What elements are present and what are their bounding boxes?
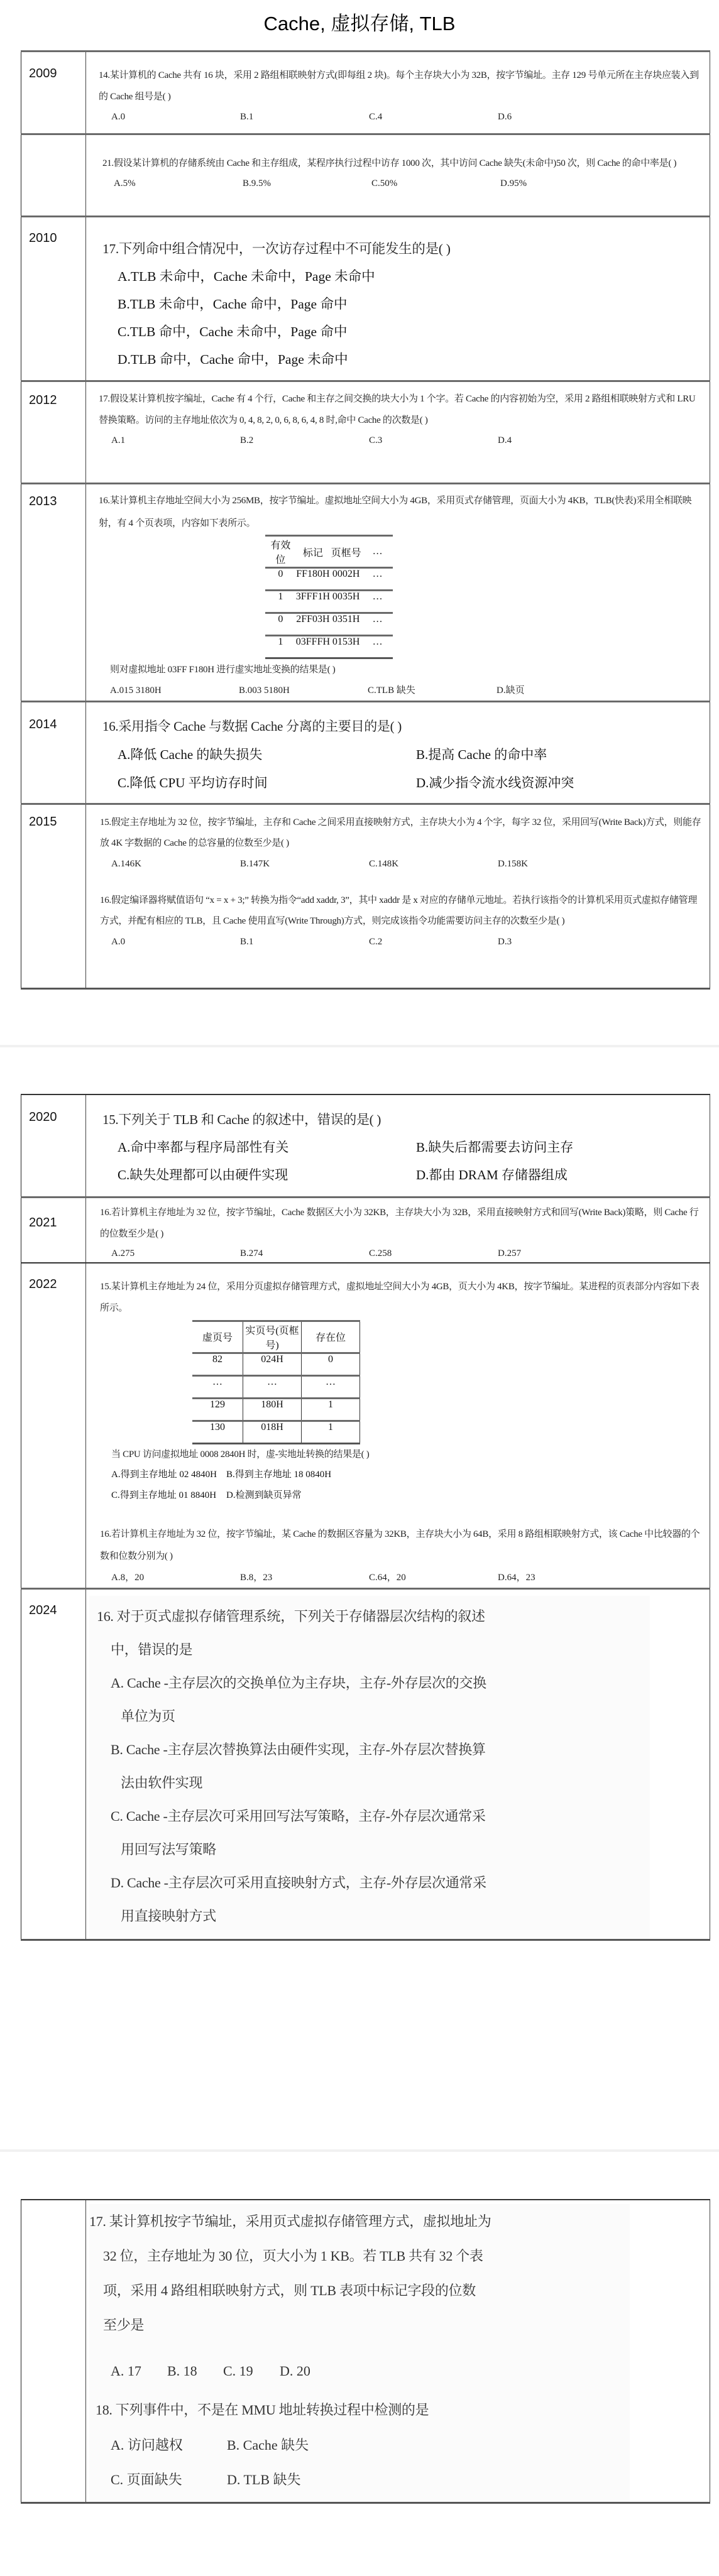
options-grid-2 <box>89 2428 630 2497</box>
year-label: 2021 <box>29 1215 57 1230</box>
column-header: 虚页号 <box>202 1333 233 1343</box>
option-a: A.146K <box>111 859 141 869</box>
options-grid <box>102 1133 703 1189</box>
option-d: D.TLB 命中，Cache 命中，Page 未命中 <box>118 352 348 367</box>
option-c: C. 19 <box>223 2363 253 2379</box>
question-image-area <box>89 1596 650 1939</box>
table-row <box>21 484 710 702</box>
tlb-row <box>265 591 393 613</box>
tlb-cell: … <box>372 591 383 602</box>
option-c: C. 页面缺失 <box>111 2472 182 2487</box>
table-row <box>21 804 710 989</box>
option-a: A. Cache -主存层次的交换单位为主存块，主存-外存层次的交换 <box>111 1674 486 1691</box>
option-a: A.TLB 未命中，Cache 未命中，Page 未命中 <box>118 269 375 284</box>
page-table <box>192 1320 360 1444</box>
question-text: 15.某计算机主存地址为 24 位，采用分页虚拟存储管理方式，虚拟地址空间大小为 4GB，页大小为 4KB，按字节编址。某进程的页表部分内容如下表所示。 <box>100 1281 700 1313</box>
table-row <box>21 52 710 134</box>
tlb-cell: 1 <box>278 591 283 602</box>
option-a: A.015 3180H <box>110 685 162 696</box>
page-cell: … <box>243 1375 302 1398</box>
table-row <box>21 1197 710 1263</box>
page-table-row <box>192 1398 360 1421</box>
options-row <box>99 431 702 450</box>
question-image-area <box>89 2204 630 2502</box>
page-cell: 0 <box>302 1353 360 1375</box>
option-a: A.0 <box>111 112 126 122</box>
option-b: B.147K <box>240 859 270 869</box>
option-c: C.缺失处理都可以由硬件实现 <box>118 1167 288 1182</box>
option-c: C.258 <box>369 1248 392 1258</box>
question-cell <box>86 804 710 989</box>
option-a: A.得到主存地址 02 4840H <box>111 1469 217 1480</box>
option-b: B. 18 <box>167 2363 197 2379</box>
table-row <box>21 1094 710 1197</box>
column-header: 存在位 <box>302 1321 360 1353</box>
year-cell <box>21 1094 86 1197</box>
column-header: 页框号 <box>331 547 361 559</box>
options-row <box>102 174 703 193</box>
year-label: 2009 <box>29 67 57 80</box>
option-b-cont: 法由软件实现 <box>121 1774 203 1791</box>
table-row <box>21 381 710 484</box>
option-b: B.274 <box>240 1248 263 1258</box>
question-text-line-part: 中，错误的是 <box>111 1641 193 1657</box>
year-label: 2013 <box>29 494 57 508</box>
question-cell <box>86 1197 710 1263</box>
page-table-row <box>192 1421 360 1443</box>
question-cell <box>86 1094 710 1197</box>
option-d: D.64，23 <box>498 1572 535 1583</box>
question-cell <box>86 484 710 702</box>
page-cell: 129 <box>210 1399 225 1410</box>
question-text-line <box>97 1633 650 1666</box>
option-d: D.都由 DRAM 存储器组成 <box>416 1167 568 1182</box>
year-cell <box>21 134 86 217</box>
column-header: 标记 <box>302 547 323 559</box>
question-cell <box>86 381 710 484</box>
page-cell: … <box>212 1376 222 1387</box>
option-a: A.275 <box>111 1248 135 1258</box>
year-cell <box>21 804 86 989</box>
option-d: D.6 <box>498 112 512 122</box>
option-d: D.检测到缺页异常 <box>226 1490 302 1500</box>
question-text-2: 16.假定编译器将赋值语句 “x = x + 3;” 转换为指令“add xaddr, 3”，其中 xaddr 是 x 对应的存储单元地址。若执行该指令的计算机采用页式虚拟存储管理方式，并配有相应的 TLB，且 Cache 使用直写(Write Through)方式，则完成该指令功能需要访问主存的次数至少是( ) <box>100 895 698 926</box>
option-a: A.8，20 <box>111 1572 145 1583</box>
year-cell <box>21 381 86 484</box>
year-label: 2010 <box>29 231 57 245</box>
year-label: 2015 <box>29 815 57 829</box>
table-row <box>21 1588 710 1940</box>
option-a: A.0 <box>111 937 126 947</box>
question-text-2: 16.若计算机主存地址为 32 位，按字节编址，某 Cache 的数据区容量为 32KB，主存块大小为 64B，采用 8 路组相联映射方式，该 Cache 中比较器的个数和位数分别为( ) <box>100 1529 700 1561</box>
year-cell <box>21 702 86 804</box>
tlb-cell: 0351H <box>332 614 360 625</box>
option-b: B.9.5% <box>243 178 271 188</box>
table-row <box>21 217 710 381</box>
year-cell <box>21 484 86 702</box>
option-d: D.4 <box>498 435 512 445</box>
option-c: C.TLB 命中，Cache 未命中，Page 命中 <box>118 324 348 339</box>
page-cell: 018H <box>243 1421 302 1443</box>
question-text-2: 18. 下列事件中，不是在 MMU 地址转换过程中检测的是 <box>96 2402 429 2418</box>
option-a: A. 17 <box>111 2363 141 2379</box>
tlb-cell: … <box>372 569 383 579</box>
option-d: D. TLB 缺失 <box>227 2472 301 2487</box>
tlb-cell: 0 <box>278 569 283 579</box>
year-label: 2012 <box>29 393 57 407</box>
page-separator <box>0 1045 719 1047</box>
year-cell <box>21 1263 86 1589</box>
question-text-line: 至少是 <box>103 2317 145 2333</box>
option-b: B. Cache -主存层次替换算法由硬件实现，主存-外存层次替换算 <box>111 1741 486 1757</box>
tlb-cell: 0035H <box>332 591 360 602</box>
option-a: A.1 <box>111 435 126 445</box>
option-d: D.158K <box>498 859 528 869</box>
question-text-line: 17. 某计算机按字节编址，采用页式虚拟存储管理方式，虚拟地址为 <box>89 2213 491 2229</box>
year-label: 2020 <box>29 1110 57 1124</box>
option-c: C.2 <box>369 937 383 947</box>
option-a-cont: 单位为页 <box>121 1708 175 1724</box>
page-table-header <box>192 1321 360 1353</box>
tlb-cell: 03FFFH <box>296 636 330 658</box>
table-row <box>21 2200 710 2503</box>
question-text: 16.采用指令 Cache 与数据 Cache 分离的主要目的是( ) <box>102 719 402 734</box>
question-text-line: 16. 对于页式虚拟存储管理系统，下列关于存储器层次结构的叙述 <box>97 1608 485 1624</box>
option-c: C.64，20 <box>369 1572 406 1583</box>
question-text: 15.下列关于 TLB 和 Cache 的叙述中，错误的是( ) <box>102 1112 381 1127</box>
option-b: B.1 <box>240 937 254 947</box>
question-text: 17.下列命中组合情况中，一次访存过程中不可能发生的是( ) <box>102 241 451 256</box>
options-row <box>100 854 703 874</box>
year-cell <box>21 1588 86 1940</box>
option-c: C.TLB 缺失 <box>368 685 415 696</box>
followup-text: 则对虚拟地址 03FF F180H 进行虚实地址变换的结果是( ) <box>110 665 336 675</box>
option-b: B.003 5180H <box>239 685 290 696</box>
column-header: … <box>372 546 383 557</box>
question-cell <box>86 1588 710 1940</box>
option-c: C. Cache -主存层次可采用回写法写策略，主存-外存层次通常采 <box>111 1808 486 1824</box>
question-text: 14.某计算机的 Cache 共有 16 块，采用 2 路组相联映射方式(即每组 2 块)。每个主存块大小为 32B，按字节编址。主存 129 号单元所在主存块应装入到的 Cache 组号是( ) <box>99 70 699 102</box>
tlb-cell: 3FFF1H <box>295 591 331 602</box>
option-d: D.减少指令流水线资源冲突 <box>416 775 574 790</box>
option-d: D.缺页 <box>497 685 525 696</box>
page-cell: … <box>302 1375 360 1398</box>
tlb-cell: FF180H <box>296 569 330 579</box>
table-row <box>21 702 710 804</box>
option-c: C.得到主存地址 01 8840H <box>111 1490 217 1500</box>
question-cell <box>86 702 710 804</box>
option-c: C.降低 CPU 平均访存时间 <box>118 775 268 790</box>
year-cell <box>21 2200 86 2503</box>
question-cell <box>86 1263 710 1589</box>
question-text: 21.假设某计算机的存储系统由 Cache 和主存组成，某程序执行过程中访存 1000 次，其中访问 Cache 缺失(未命中)50 次，则 Cache 的命中率是( ) <box>102 158 677 168</box>
option-c: C.4 <box>369 112 383 122</box>
option-d: D. 20 <box>280 2363 310 2379</box>
option-a: A.降低 Cache 的缺失损失 <box>118 747 263 762</box>
table-row <box>21 134 710 217</box>
page-separator <box>0 2149 719 2152</box>
tlb-header-row <box>265 536 393 568</box>
year-label: 2014 <box>29 718 57 731</box>
question-cell <box>86 52 710 134</box>
option-b: B.8，23 <box>240 1572 273 1583</box>
question-text: 15.假定主存地址为 32 位，按字节编址，主存和 Cache 之间采用直接映射方式，主存块大小为 4 个字，每字 32 位，采用回写(Write Back)方式，则能存放 4K 字数据的 Cache 的总容量的位数至少是( ) <box>100 817 701 848</box>
option-a: A. 访问越权 <box>111 2437 183 2453</box>
tlb-cell: 0153H <box>330 636 362 658</box>
options-row <box>89 2356 630 2386</box>
table-row <box>21 1263 710 1589</box>
question-text-line: 项，采用 4 路组相联映射方式，则 TLB 表项中标记字段的位数 <box>103 2283 476 2298</box>
tlb-row <box>265 636 393 658</box>
exam-table-3 <box>21 2199 710 2504</box>
page-cell: 1 <box>302 1398 360 1421</box>
exam-table-2 <box>21 1094 710 1941</box>
question-text: 16.某计算机主存地址空间大小为 256MB，按字节编址。虚拟地址空间大小为 4GB，采用页式存储管理，页面大小为 4KB，TLB(快表)采用全相联映射，有 4 个页表项，内容如下表所示。 <box>99 496 692 528</box>
question-text-line: 32 位，主存地址为 30 位，页大小为 1 KB。若 TLB 共有 32 个表 <box>103 2248 483 2264</box>
page-cell: 1 <box>302 1421 360 1443</box>
options-grid <box>102 741 703 797</box>
tlb-table <box>265 535 393 659</box>
tlb-cell: 1 <box>265 636 296 658</box>
question-cell <box>86 217 710 381</box>
option-b: B.2 <box>240 435 254 445</box>
options-row <box>99 680 702 701</box>
question-text: 16.若计算机主存地址为 32 位，按字节编址，Cache 数据区大小为 32KB，主存块大小为 32B，采用直接映射方式和回写(Write Back)策略，则 Cache 行的位数至少是( ) <box>100 1207 699 1239</box>
options-row-2 <box>100 932 703 952</box>
tlb-cell: 0 <box>278 614 283 625</box>
page-title: Cache, 虚拟存储, TLB <box>263 13 456 35</box>
tlb-cell: … <box>362 636 393 658</box>
column-header: 实页号(页框号) <box>243 1321 302 1353</box>
tlb-cell: 0002H <box>332 569 360 579</box>
options-list <box>97 1666 650 1933</box>
page-table-row <box>192 1353 360 1375</box>
options-row-2 <box>100 1568 702 1588</box>
exam-table-1 <box>21 50 710 990</box>
option-d: D.95% <box>500 178 527 188</box>
followup-text: 当 CPU 访问虚拟地址 0008 2840H 时，虚-实地址转换的结果是( ) <box>111 1449 370 1460</box>
question-cell <box>86 2200 710 2503</box>
option-b: B.得到主存地址 18 0840H <box>226 1469 332 1480</box>
option-c: C.148K <box>369 859 399 869</box>
tlb-cell: 2FF03H <box>296 614 330 625</box>
option-c: C.3 <box>369 435 383 445</box>
option-d-cont: 用直接映射方式 <box>121 1907 216 1924</box>
option-b: B.提高 Cache 的命中率 <box>416 747 547 762</box>
option-a: A.5% <box>114 178 136 188</box>
page-cell: 180H <box>243 1398 302 1421</box>
question-cell <box>86 134 710 217</box>
option-a: A.命中率都与程序局部性有关 <box>118 1140 289 1155</box>
question-text: 17.假设某计算机按字编址，Cache 有 4 个行，Cache 和主存之间交换的块大小为 1 个字。若 Cache 的内容初始为空，采用 2 路组相联映射方式和 LRU 替换策略。访问的主存地址依次为 0, 4, 8, 2, 0, 6, 8, 6, 4, 8 时,命中 Cache 的次数是( ) <box>99 394 696 425</box>
options-grid <box>100 1465 702 1506</box>
option-b: B.TLB 未命中，Cache 命中，Page 命中 <box>118 297 348 312</box>
option-b: B.1 <box>240 112 254 122</box>
year-cell <box>21 52 86 134</box>
tlb-row <box>265 613 393 636</box>
option-d: D. Cache -主存层次可采用直接映射方式，主存-外存层次通常采 <box>111 1874 486 1891</box>
option-b: B.缺失后都需要去访问主存 <box>416 1140 574 1155</box>
column-header: 有效位 <box>270 540 291 565</box>
page-cell: 024H <box>243 1353 302 1375</box>
options-row <box>99 107 703 126</box>
year-cell <box>21 1197 86 1263</box>
page-cell: 130 <box>210 1421 225 1433</box>
page-table-row <box>192 1375 360 1398</box>
option-c: C.50% <box>371 178 398 188</box>
tlb-row <box>265 568 393 591</box>
option-d: D.257 <box>498 1248 522 1258</box>
option-b: B. Cache 缺失 <box>227 2437 309 2453</box>
option-d: D.3 <box>498 937 512 947</box>
year-label: 2022 <box>29 1277 57 1291</box>
year-label: 2024 <box>29 1603 57 1617</box>
option-c-cont: 用回写法写策略 <box>121 1841 216 1857</box>
options-row <box>100 1245 702 1262</box>
page-cell: 82 <box>212 1353 222 1365</box>
tlb-cell: … <box>372 614 383 625</box>
year-cell <box>21 217 86 381</box>
